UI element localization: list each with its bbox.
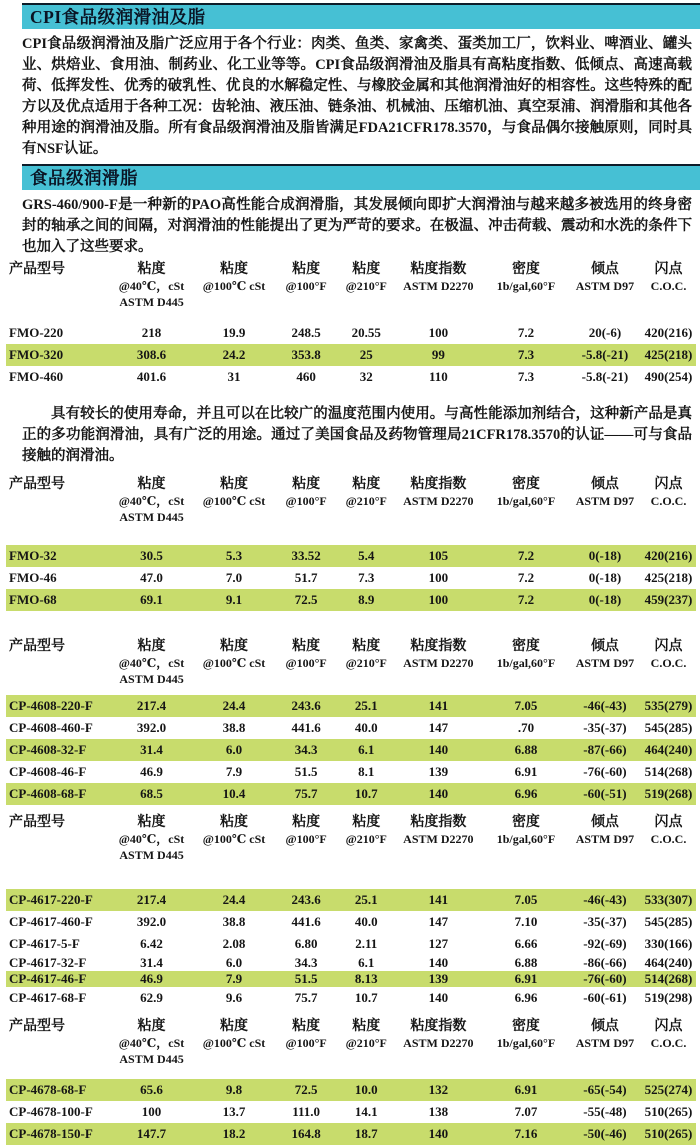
value-cell: 51.7 [294, 570, 318, 585]
value-cell: 127 [428, 936, 449, 951]
value-cell: 141 [428, 698, 449, 713]
value-cell: 7.3 [517, 347, 535, 362]
value-cell: 490(254) [644, 369, 693, 384]
value-cell: 460 [296, 369, 316, 384]
value-cell: 100 [141, 1104, 162, 1119]
value-cell: 519(268) [644, 786, 693, 801]
value-cell: 392.0 [136, 720, 167, 735]
product-model-cell: FMO-68 [9, 592, 57, 607]
value-cell: 25 [359, 347, 373, 362]
value-cell: 7.2 [517, 592, 535, 607]
value-cell: 7.2 [517, 548, 535, 563]
value-cell: -5.8(-21) [581, 347, 629, 362]
value-cell: 7.05 [514, 698, 538, 713]
table-row [6, 695, 696, 717]
value-cell: 5.4 [358, 548, 375, 563]
value-cell: -5.8(-21) [581, 369, 629, 384]
value-cell: 147.7 [136, 1126, 167, 1141]
value-cell: 46.9 [140, 764, 163, 779]
value-cell: 0(-18) [588, 570, 622, 585]
value-cell: 141 [428, 892, 449, 907]
table-cp-4608-series [6, 639, 696, 805]
value-cell: 25.1 [354, 892, 378, 907]
value-cell: 13.7 [222, 1104, 246, 1119]
value-cell: 7.9 [225, 971, 243, 986]
column-header: 粘度 @100°F [285, 1019, 327, 1050]
column-header: 密度 1b/gal,60°F [496, 477, 556, 508]
value-cell: 7.10 [514, 914, 538, 929]
product-model-cell: FMO-32 [9, 548, 57, 563]
table-row [6, 739, 696, 761]
column-header: 闪点 C.O.C. [650, 639, 687, 670]
value-cell: 7.0 [225, 570, 243, 585]
value-cell: 525(274) [644, 1082, 693, 1097]
value-cell: 46.9 [140, 971, 163, 986]
table-row [6, 344, 696, 366]
product-model-cell: FMO-320 [9, 347, 64, 362]
spec-table-body [6, 1067, 696, 1145]
table-row [6, 322, 696, 344]
product-model-cell: CP-4608-220-F [9, 698, 93, 713]
table-fmo-heavy-oils [6, 262, 696, 388]
column-header: 倾点 ASTM D97 [575, 477, 635, 508]
value-cell: 519(298) [644, 990, 693, 1005]
column-header: 密度 1b/gal,60°F [496, 639, 556, 670]
column-header: 粘度 @100℃ cSt [202, 639, 266, 670]
value-cell: -76(-60) [583, 971, 627, 986]
value-cell: 24.4 [222, 892, 246, 907]
value-cell: 545(285) [644, 720, 693, 735]
value-cell: -60(-51) [583, 786, 627, 801]
product-model-cell: CP-4617-220-F [9, 892, 93, 907]
value-cell: 6.66 [514, 936, 538, 951]
value-cell: 8.9 [358, 592, 375, 607]
column-header: 粘度指数 ASTM D2270 [403, 1019, 474, 1050]
value-cell: 18.7 [354, 1126, 378, 1141]
value-cell: 31.4 [140, 742, 163, 757]
value-cell: 140 [428, 990, 449, 1005]
value-cell: 10.7 [354, 786, 378, 801]
value-cell: 7.16 [514, 1126, 538, 1141]
value-cell: 68.5 [140, 786, 163, 801]
value-cell: 40.0 [354, 720, 378, 735]
value-cell: 0(-18) [588, 592, 622, 607]
value-cell: 7.07 [514, 1104, 538, 1119]
value-cell: 105 [428, 548, 449, 563]
table-row [6, 545, 696, 567]
value-cell: -35(-37) [583, 720, 627, 735]
column-header: 粘度指数 ASTM D2270 [403, 262, 474, 293]
value-cell: 514(268) [644, 764, 693, 779]
spec-table-head [6, 477, 696, 525]
table-row [6, 955, 696, 971]
spec-table-head [6, 1019, 696, 1067]
value-cell: 330(166) [644, 936, 693, 951]
column-header: 粘度指数 ASTM D2270 [403, 639, 474, 670]
table-row [6, 1123, 696, 1145]
column-header: 闪点 C.O.C. [650, 815, 687, 846]
spec-table-head [6, 815, 696, 863]
value-cell: 100 [428, 570, 449, 585]
value-cell: 6.88 [514, 742, 538, 757]
table-row [6, 761, 696, 783]
value-cell: -86(-66) [583, 955, 627, 970]
product-model-cell: CP-4678-68-F [9, 1082, 87, 1097]
value-cell: 420(216) [644, 325, 693, 340]
value-cell: 140 [428, 786, 449, 801]
column-header: 密度 1b/gal,60°F [496, 815, 556, 846]
column-header: 粘度 @210°F [345, 639, 387, 670]
product-model-cell: FMO-460 [9, 369, 64, 384]
value-cell: 7.2 [517, 570, 535, 585]
value-cell: 100 [428, 325, 449, 340]
table-row [6, 717, 696, 739]
value-cell: 464(240) [644, 955, 693, 970]
value-cell: 25.1 [354, 698, 378, 713]
value-cell: 51.5 [294, 764, 318, 779]
value-cell: 6.1 [358, 955, 375, 970]
value-cell: 420(216) [644, 548, 693, 563]
value-cell: 218 [141, 325, 162, 340]
value-cell: 140 [428, 955, 449, 970]
product-model-cell: CP-4678-100-F [9, 1104, 93, 1119]
value-cell: 31.4 [140, 955, 163, 970]
product-model-cell: CP-4608-46-F [9, 764, 87, 779]
column-header: 闪点 C.O.C. [650, 262, 687, 293]
value-cell: 7.2 [517, 325, 535, 340]
value-cell: 353.8 [291, 347, 321, 362]
column-header: 产品型号 [9, 262, 65, 277]
value-cell: 38.8 [222, 914, 246, 929]
column-header: 倾点 ASTM D97 [575, 262, 635, 293]
header-row [6, 1019, 696, 1067]
value-cell: 441.6 [291, 720, 321, 735]
value-cell: 425(218) [644, 570, 693, 585]
value-cell: 7.9 [225, 764, 243, 779]
value-cell: 243.6 [291, 698, 321, 713]
column-header: 倾点 ASTM D97 [575, 639, 635, 670]
product-model-cell: CP-4617-32-F [9, 955, 87, 970]
value-cell: 0(-18) [588, 548, 622, 563]
column-header: 产品型号 [9, 639, 65, 654]
service-life-paragraph: 具有较长的使用寿命，并且可以在比较广的温度范围内使用。与高性能添加剂结合，这种新产品是真正的多功能润滑油，具有广泛的用途。通过了美国食品及药物管理局21CFR178.3570的认证——可与食品接触的润滑油。 [22, 406, 692, 464]
column-header: 粘度 @210°F [345, 262, 387, 293]
table-row [6, 1101, 696, 1123]
column-header: 倾点 ASTM D97 [575, 1019, 635, 1050]
lubricants-intro-paragraph: CPI食品级润滑油及脂广泛应用于各个行业：肉类、鱼类、家禽类、蛋类加工厂，饮料业、啤酒业、罐头业、烘焙业、食用油、制药业、化工业等等。CPI食品级润滑油及脂具有高粘度指数、低倾点、高速高载荷、低挥发性、优秀的破乳性、优良的水解稳定性、与橡胶金属和其他润滑油好的相容性。这些特殊的配方以及优点适用于各种工况：齿轮油、液压油、链条油、机械油、压缩机油、真空泵浦、润滑脂和其他各种用途的润滑油及脂。所有食品级润滑油及脂皆满足FDA21CFR178.3570，与食品偶尔接触原则，同时具有NSF认证。 [22, 36, 692, 157]
value-cell: 5.3 [225, 548, 243, 563]
value-cell: 6.80 [294, 936, 318, 951]
value-cell: 6.1 [358, 742, 375, 757]
column-header: 粘度 @210°F [345, 477, 387, 508]
column-header: 粘度指数 ASTM D2270 [403, 477, 474, 508]
section-title-lubricants: CPI食品级润滑油及脂 [30, 7, 206, 27]
value-cell: 99 [431, 347, 445, 362]
value-cell: 8.1 [358, 764, 375, 779]
value-cell: .70 [517, 720, 535, 735]
value-cell: 40.0 [354, 914, 378, 929]
value-cell: 75.7 [294, 786, 318, 801]
value-cell: 75.7 [294, 990, 318, 1005]
product-model-cell: CP-4608-68-F [9, 786, 87, 801]
value-cell: 6.0 [225, 742, 243, 757]
value-cell: 100 [428, 592, 449, 607]
value-cell: 34.3 [294, 742, 318, 757]
value-cell: 139 [428, 764, 449, 779]
column-header: 闪点 C.O.C. [650, 1019, 687, 1050]
value-cell: 138 [428, 1104, 449, 1119]
spec-table-body [6, 863, 696, 1009]
column-header: 产品型号 [9, 477, 65, 492]
value-cell: 248.5 [291, 325, 321, 340]
column-header: 粘度 @100℃ cSt [202, 815, 266, 846]
value-cell: 243.6 [291, 892, 321, 907]
spec-table-body [6, 687, 696, 805]
value-cell: 10.0 [354, 1082, 378, 1097]
value-cell: 6.42 [140, 936, 163, 951]
value-cell: 6.96 [514, 990, 538, 1005]
value-cell: 441.6 [291, 914, 321, 929]
column-header: 粘度 @100℃ cSt [202, 262, 266, 293]
spec-table-cp-4608-series [6, 639, 696, 805]
spec-table-body [6, 310, 696, 388]
spec-table-fmo-light-oils [6, 477, 696, 611]
column-header: 粘度 @40℃，cSt ASTM D445 [118, 262, 185, 309]
value-cell: 6.91 [514, 1082, 538, 1097]
column-header: 闪点 C.O.C. [650, 477, 687, 508]
header-row [6, 477, 696, 525]
product-model-cell: FMO-220 [9, 325, 64, 340]
product-model-cell: CP-4617-460-F [9, 914, 93, 929]
section-header-lubricants [22, 3, 700, 29]
header-row [6, 262, 696, 310]
value-cell: 72.5 [294, 592, 318, 607]
table-row [6, 366, 696, 388]
value-cell: -60(-61) [583, 990, 627, 1005]
column-header: 粘度 @40℃，cSt ASTM D445 [118, 639, 185, 686]
column-header: 粘度 @100°F [285, 477, 327, 508]
value-cell: 140 [428, 1126, 449, 1141]
value-cell: 30.5 [140, 548, 163, 563]
value-cell: 32 [359, 369, 373, 384]
value-cell: 10.4 [222, 786, 246, 801]
table-cp-4678-series [6, 1019, 696, 1145]
product-model-cell: CP-4617-5-F [9, 936, 80, 951]
table-row [6, 567, 696, 589]
table-row [6, 911, 696, 933]
table-row [6, 589, 696, 611]
value-cell: 110 [428, 369, 448, 384]
column-header: 粘度指数 ASTM D2270 [403, 815, 474, 846]
product-model-cell: CP-4617-68-F [9, 990, 87, 1005]
spec-table-body [6, 525, 696, 611]
value-cell: 514(268) [644, 971, 693, 986]
table-row [6, 971, 696, 987]
value-cell: 33.52 [291, 548, 321, 563]
table-fmo-light-oils [6, 477, 696, 611]
spec-table-head [6, 262, 696, 310]
value-cell: 308.6 [136, 347, 167, 362]
value-cell: 7.05 [514, 892, 538, 907]
value-cell: 392.0 [136, 914, 167, 929]
value-cell: -87(-66) [583, 742, 627, 757]
column-header: 密度 1b/gal,60°F [496, 262, 556, 293]
value-cell: 464(240) [644, 742, 693, 757]
value-cell: 139 [428, 971, 449, 986]
value-cell: 14.1 [354, 1104, 378, 1119]
column-header: 产品型号 [9, 815, 65, 830]
value-cell: -55(-48) [583, 1104, 627, 1119]
product-model-cell: CP-4678-150-F [9, 1126, 93, 1141]
value-cell: 34.3 [294, 955, 318, 970]
value-cell: 7.3 [358, 570, 375, 585]
value-cell: 6.91 [514, 971, 538, 986]
column-header: 粘度 @100°F [285, 815, 327, 846]
table-row [6, 1079, 696, 1101]
value-cell: -65(-54) [583, 1082, 627, 1097]
value-cell: 164.8 [291, 1126, 321, 1141]
value-cell: 9.1 [225, 592, 243, 607]
column-header: 粘度 @100℃ cSt [202, 1019, 266, 1050]
column-header: 粘度 @40℃，cSt ASTM D445 [118, 477, 185, 524]
value-cell: 2.08 [222, 936, 246, 951]
value-cell: 47.0 [140, 570, 163, 585]
column-header: 粘度 @40℃，cSt ASTM D445 [118, 1019, 185, 1066]
product-model-cell: CP-4608-32-F [9, 742, 87, 757]
column-header: 倾点 ASTM D97 [575, 815, 635, 846]
column-header: 粘度 @210°F [345, 815, 387, 846]
spec-table-cp-4678-series [6, 1019, 696, 1145]
value-cell: 132 [428, 1082, 449, 1097]
value-cell: 401.6 [136, 369, 167, 384]
value-cell: 535(279) [644, 698, 693, 713]
value-cell: 24.4 [222, 698, 246, 713]
value-cell: 510(265) [644, 1104, 693, 1119]
value-cell: 140 [428, 742, 449, 757]
value-cell: 6.88 [514, 955, 538, 970]
value-cell: 18.2 [222, 1126, 246, 1141]
value-cell: 217.4 [136, 892, 167, 907]
column-header: 粘度 @100°F [285, 639, 327, 670]
value-cell: 111.0 [292, 1104, 321, 1119]
value-cell: -46(-43) [583, 892, 627, 907]
value-cell: 20(-6) [588, 325, 622, 340]
table-row [6, 933, 696, 955]
spec-table-cp-4617-series [6, 815, 696, 1009]
value-cell: 147 [428, 720, 449, 735]
grease-intro-paragraph: GRS-460/900-F是一种新的PAO高性能合成润滑脂，其发展倾向即扩大润滑油与越来越多被选用的终身密封的轴承之间的间隔，对润滑油的性能提出了更为严苛的要求。在极温、冲击荷载、震动和水洗的条件下也加入了这些要求。 [22, 197, 692, 255]
value-cell: 217.4 [136, 698, 167, 713]
value-cell: 38.8 [222, 720, 246, 735]
value-cell: -35(-37) [583, 914, 627, 929]
value-cell: 10.7 [354, 990, 378, 1005]
value-cell: 9.6 [225, 990, 243, 1005]
value-cell: 65.6 [140, 1082, 163, 1097]
value-cell: 459(237) [644, 592, 693, 607]
table-row [6, 889, 696, 911]
value-cell: 20.55 [351, 325, 381, 340]
value-cell: 72.5 [294, 1082, 318, 1097]
product-model-cell: CP-4608-460-F [9, 720, 93, 735]
value-cell: 51.5 [294, 971, 318, 986]
product-model-cell: FMO-46 [9, 570, 57, 585]
value-cell: 69.1 [140, 592, 163, 607]
column-header: 粘度 @210°F [345, 1019, 387, 1050]
table-row [6, 987, 696, 1009]
column-header: 粘度 @100°F [285, 262, 327, 293]
value-cell: 8.13 [354, 971, 378, 986]
value-cell: -76(-60) [583, 764, 627, 779]
value-cell: 6.91 [514, 764, 538, 779]
section-title-grease: 食品级润滑脂 [30, 168, 138, 188]
value-cell: 2.11 [355, 936, 378, 951]
value-cell: 510(265) [644, 1126, 693, 1141]
value-cell: 9.8 [225, 1082, 243, 1097]
column-header: 粘度 @100℃ cSt [202, 477, 266, 508]
value-cell: 147 [428, 914, 449, 929]
section-header-grease [22, 164, 700, 190]
product-model-cell: CP-4617-46-F [9, 971, 87, 986]
table-row [6, 783, 696, 805]
value-cell: 19.9 [222, 325, 246, 340]
value-cell: 545(285) [644, 914, 693, 929]
header-row [6, 639, 696, 687]
value-cell: 7.3 [517, 369, 535, 384]
value-cell: 31 [227, 369, 241, 384]
value-cell: 6.0 [225, 955, 243, 970]
value-cell: 62.9 [140, 990, 163, 1005]
value-cell: 24.2 [222, 347, 246, 362]
column-header: 粘度 @40℃，cSt ASTM D445 [118, 815, 185, 862]
table-cp-4617-series [6, 815, 696, 1009]
spec-table-fmo-heavy-oils [6, 262, 696, 388]
column-header: 密度 1b/gal,60°F [496, 1019, 556, 1050]
value-cell: 425(218) [644, 347, 693, 362]
value-cell: -46(-43) [583, 698, 627, 713]
document-page [0, 3, 700, 1141]
value-cell: 6.96 [514, 786, 538, 801]
value-cell: -92(-69) [583, 936, 627, 951]
column-header: 产品型号 [9, 1019, 65, 1034]
value-cell: -50(-46) [583, 1126, 627, 1141]
header-row [6, 815, 696, 863]
value-cell: 533(307) [644, 892, 693, 907]
spec-table-head [6, 639, 696, 687]
